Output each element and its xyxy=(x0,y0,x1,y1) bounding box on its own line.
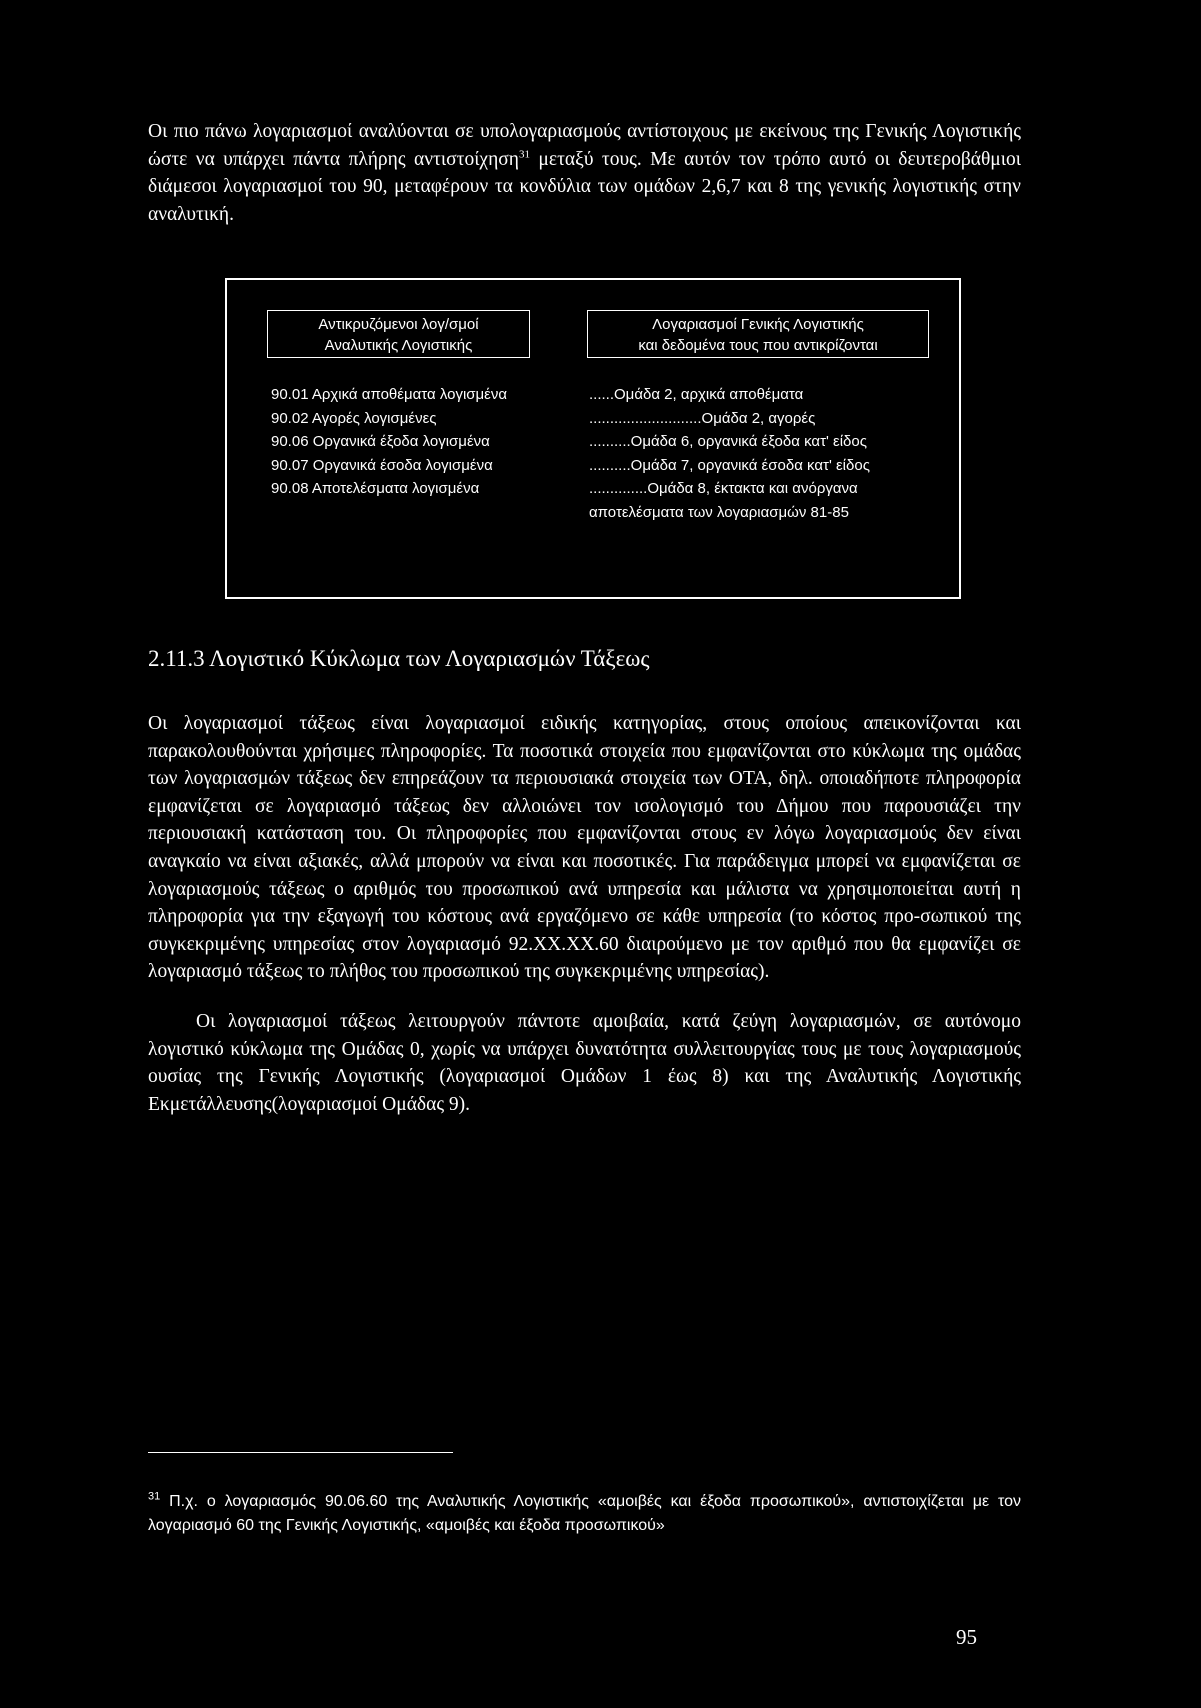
analytical-account: 90.02 Αγορές λογισμένες xyxy=(271,409,437,427)
mapping-row xyxy=(271,477,951,524)
footnote xyxy=(148,1490,1021,1538)
footnote-number: 31 xyxy=(148,1490,161,1503)
left-column-header xyxy=(267,310,530,358)
section-title: 2.11.3 Λογιστικό Κύκλωμα των Λογαριασμών Τάξεως xyxy=(148,646,650,671)
right-column-header xyxy=(587,310,929,358)
mapping-row xyxy=(271,407,951,431)
analytical-account: 90.06 Οργανικά έξοδα λογισμένα xyxy=(271,433,490,451)
mapping-rows xyxy=(271,383,951,525)
general-account: ...........................Ομάδα 2, αγορές xyxy=(589,409,816,427)
mapping-row xyxy=(271,430,951,454)
mapping-row xyxy=(271,454,951,478)
right-header-line: και δεδομένα τους που αντικρίζονται xyxy=(638,337,878,354)
left-header-line: Αναλυτικής Λογιστικής xyxy=(324,337,473,354)
general-account: ..........Ομάδα 6, οργανικά έξοδα κατ' είδος xyxy=(589,433,867,451)
page-number: 95 xyxy=(956,1625,977,1649)
body-paragraph-2: Οι λογαριασμοί τάξεως λειτουργούν πάντοτε αμοιβαία, κατά ζεύγη λογαριασμών, σε αυτόνομο λογιστικό κύκλωμα της Ομάδας 0, χωρίς να υπάρχει δυνατότητα συλλειτουργίας τους με τους λογαριασμούς ουσίας της Γενικής Λογιστικής (λογαριασμοί Ομάδων 1 έως 8) και της Αναλυτικής Λογιστικής Εκμετάλλευσης(λογαριασμοί Ομάδας 9). xyxy=(148,1011,1021,1115)
intro-text-before: Οι πιο πάνω λογαριασμοί αναλύονται σε υπολογαριασμούς αντίστοιχους με εκείνους της Γενικής Λογιστικής ώστε να υπάρχει πάντα πλήρης αντιστοίχηση xyxy=(148,121,1021,170)
right-header-line: Λογαριασμοί Γενικής Λογιστικής xyxy=(652,316,864,333)
general-account: ......Ομάδα 2, αρχικά αποθέματα xyxy=(589,386,804,403)
left-header-line: Αντικρυζόμενοι λογ/σμοί xyxy=(318,316,479,333)
account-mapping-table xyxy=(225,278,961,599)
analytical-account: 90.07 Οργανικά έσοδα λογισμένα xyxy=(271,456,493,474)
footnote-text: Π.χ. ο λογαριασμός 90.06.60 της Αναλυτικής Λογιστικής «αμοιβές και έξοδα προσωπικού», αντιστοιχίζεται με τον λογαριασμό 60 της Γενικής Λογιστικής, «αμοιβές και έξοδα προσωπικού» xyxy=(148,1493,1021,1534)
body-paragraph-1: Οι λογαριασμοί τάξεως είναι λογαριασμοί ειδικής κατηγορίας, στους οποίους απεικονίζονται και παρακολουθούνται χρήσιμες πληροφορίες. Τα ποσοτικά στοιχεία που εμφανίζονται στο κύκλωμα της ομάδας των λογαριασμών τάξεως δεν επηρεάζουν τα περιουσιακά στοιχεία των ΟΤΑ, δηλ. οποιαδήποτε πληροφορία εμφανίζεται σε λογαριασμό τάξεως δεν αλλοιώνει τον ισολογισμό του Δήμου που παρουσιάζει την περιουσιακή κατάσταση του. Οι πληροφορίες που εμφανίζονται στους εν λόγω λογαριασμούς δεν είναι αναγκαίο να είναι αξιακές, αλλά μπορούν να είναι και ποσοτικές. Για παράδειγμα μπορεί να εμφανίζεται σε λογαριασμούς τάξεως ο αριθμός του προσωπικού ανά υπηρεσία και μάλιστα να χρησιμοποιείται αυτή η πληροφορία για την εξαγωγή του κόστους ανά εργαζόμενο σε κάθε υπηρεσία (το κόστος προ-σωπικού της συγκεκριμένης υπηρεσίας στον λογαριασμό 92.ΧΧ.ΧΧ.60 διαιρούμενο με τον αριθμό που θα εμφανίζει σε λογαριασμό τάξεως το πλήθος του προσωπικού της συγκεκριμένης υπηρεσίας). xyxy=(148,713,1021,983)
intro-text-after: μεταξύ τους. Με αυτόν τον τρόπο αυτό οι δευτεροβάθμιοι διάμεσοι λογαριασμοί του 90, μεταφέρουν τα κονδύλια των ομάδων 2,6,7 και 8 της γενικής λογιστικής στην αναλυτική. xyxy=(148,148,1021,225)
general-account: ..........Ομάδα 7, οργανικά έσοδα κατ' είδος xyxy=(589,456,870,474)
footnote-reference: 31 xyxy=(519,148,530,161)
mapping-row xyxy=(271,383,951,407)
analytical-account: 90.08 Αποτελέσματα λογισμένα xyxy=(271,480,480,498)
intro-paragraph xyxy=(148,118,1021,228)
analytical-account: 90.01 Αρχικά αποθέματα λογισμένα xyxy=(271,386,508,403)
footnote-divider xyxy=(148,1452,453,1453)
general-account: ..............Ομάδα 8, έκτακτα και ανόργανα αποτελέσματα των λογαριασμών 81-85 xyxy=(589,480,858,521)
